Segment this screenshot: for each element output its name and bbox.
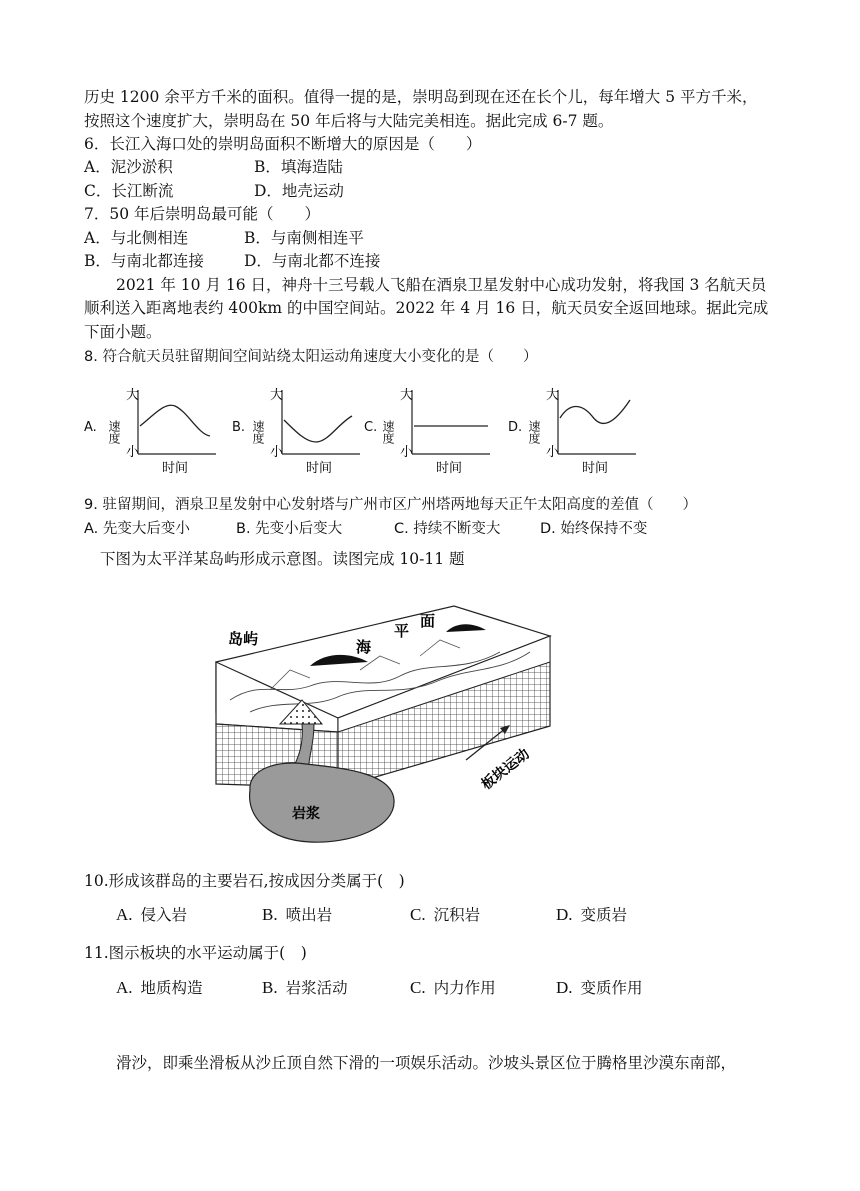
option-11b: B. 岩浆活动 [262, 978, 348, 997]
option-10d: D. 变质岩 [556, 905, 628, 924]
question-11: 11.图示板块的水平运动属于( ) [84, 944, 307, 962]
option-10c: C. 沉积岩 [410, 905, 481, 924]
graph-b [251, 384, 364, 476]
y-top-label: 大 [270, 388, 284, 403]
graph-a-label: A. [84, 420, 97, 435]
sea-label: 海 [356, 638, 372, 656]
graph-b-label: B. [232, 420, 246, 435]
option-6c: C．长江断流 [84, 182, 174, 200]
option-10a: A. 侵入岩 [116, 905, 188, 924]
island-label: 岛屿 [228, 630, 259, 648]
option-6a: A．泥沙淤积 [84, 158, 173, 176]
flat-label: 平 [394, 622, 410, 640]
option-7a: A．与北侧相连 [84, 229, 189, 247]
option-9a: A. 先变大后变小 [84, 521, 190, 537]
plate-motion-label: 板块运动 [478, 746, 533, 794]
paragraph-line: 2021 年 10 月 16 日，神舟十三号载人飞船在酒泉卫星发射中心成功发射，将我国 3 名航天员 [116, 276, 767, 294]
y-bottom-label: 小 [400, 445, 414, 460]
question-9: 9. 驻留期间，酒泉卫星发射中心发射塔与广州市区广州塔两地每天正午太阳高度的差值（ ） [84, 497, 697, 513]
y-axis-label: 速度 [251, 420, 265, 444]
y-axis-label: 速度 [527, 420, 541, 444]
island-formation-diagram [210, 600, 570, 850]
option-10b: B. 喷出岩 [262, 905, 333, 924]
question-7: 7．50 年后崇明岛最可能（ ） [84, 205, 321, 223]
option-9b: B. 先变小后变大 [236, 521, 343, 537]
option-11d: D. 变质作用 [556, 978, 643, 997]
y-axis-label: 速度 [107, 420, 121, 444]
graph-c [381, 384, 494, 476]
option-7d: D．与南北都不连接 [244, 252, 381, 270]
graph-d-label: D. [508, 420, 523, 435]
paragraph-line: 按照这个速度扩大，崇明岛在 50 年后将与大陆完美相连。据此完成 6-7 题。 [84, 112, 614, 130]
figure-intro: 下图为太平洋某岛屿形成示意图。读图完成 10-11 题 [100, 550, 465, 568]
option-11a: A. 地质构造 [116, 978, 203, 997]
y-bottom-label: 小 [126, 445, 140, 460]
option-11c: C. 内力作用 [410, 978, 496, 997]
question-10: 10.形成该群岛的主要岩石,按成因分类属于( ) [84, 872, 405, 890]
surface-label: 面 [420, 612, 436, 630]
y-top-label: 大 [126, 388, 140, 403]
y-top-label: 大 [400, 388, 414, 403]
paragraph-line: 下面小题。 [84, 323, 162, 341]
y-top-label: 大 [546, 388, 560, 403]
option-7c: B．与南北都连接 [84, 252, 204, 270]
option-9c: C. 持续不断变大 [394, 521, 501, 537]
y-bottom-label: 小 [270, 445, 284, 460]
paragraph-line: 滑沙，即乘坐滑板从沙丘顶自然下滑的一项娱乐活动。沙坡头景区位于腾格里沙漠东南部， [116, 1054, 737, 1072]
graph-d [527, 384, 640, 476]
x-axis-label: 时间 [306, 461, 333, 476]
graph-c-label: C. [364, 420, 378, 435]
x-axis-label: 时间 [582, 461, 609, 476]
magma-label: 岩浆 [292, 806, 320, 822]
y-bottom-label: 小 [546, 445, 560, 460]
graph-a [107, 384, 220, 476]
paragraph-line: 历史 1200 余平方千米的面积。值得一提的是，崇明岛到现在还在长个儿，每年增大 5 平方千米， [84, 88, 758, 106]
option-9d: D. 始终保持不变 [540, 521, 648, 537]
y-axis-label: 速度 [381, 420, 395, 444]
x-axis-label: 时间 [436, 461, 463, 476]
paragraph-line: 顺利送入距离地表约 400km 的中国空间站。2022 年 4 月 16 日，航天员安全返回地球。据此完成 [84, 299, 769, 317]
option-7b: B．与南侧相连平 [244, 229, 364, 247]
question-6: 6．长江入海口处的崇明岛面积不断增大的原因是（ ） [84, 135, 482, 153]
x-axis-label: 时间 [162, 461, 189, 476]
option-6b: B．填海造陆 [254, 158, 343, 176]
option-6d: D．地壳运动 [254, 182, 344, 200]
question-8: 8. 符合航天员驻留期间空间站绕太阳运动角速度大小变化的是（ ） [84, 349, 538, 365]
